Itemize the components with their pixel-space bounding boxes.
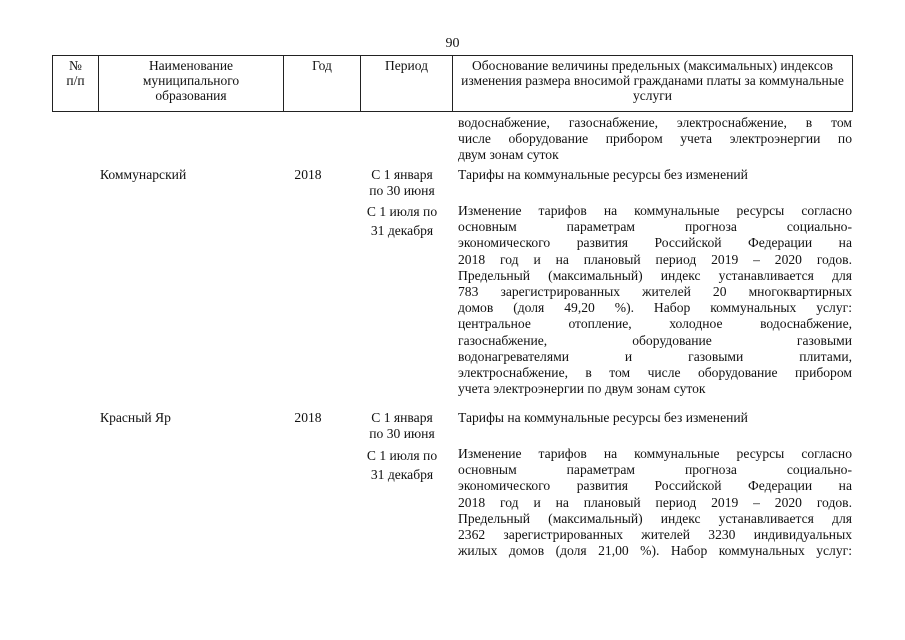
text-line: 2018 год и на плановый период 2019 – 2020 годов. <box>458 251 852 267</box>
header-basis: Обоснование величины предельных (максимальных) индексов изменения размера вносимой гражданами платы за коммунальные услуги <box>453 56 853 112</box>
header-municipality: Наименование муниципального образования <box>99 56 284 112</box>
row-period-first-half: С 1 января по 30 июня <box>369 167 435 199</box>
row-municipality-name: Красный Яр <box>100 410 171 425</box>
text-line: основным параметрам прогноза социально- <box>458 219 852 235</box>
page-number: 90 <box>445 36 460 51</box>
text-line: Изменение тарифов на коммунальные ресурсы согласно <box>458 446 852 461</box>
text-line: экономического развития Российской Федерации на <box>458 478 852 494</box>
row-basis-no-change: Тарифы на коммунальные ресурсы без изменений <box>458 410 748 425</box>
text-line: 783 зарегистрированных жителей 20 многоквартирных <box>458 284 852 300</box>
row-basis-details <box>458 203 852 397</box>
table-header <box>52 55 853 112</box>
text-line: Предельный (максимальный) индекс устанавливается для <box>458 510 852 526</box>
text-line: учета электроэнергии по двум зонам суток <box>458 381 706 397</box>
text-line: газоснабжение, оборудование газовыми <box>458 332 852 348</box>
text-line: основным параметрам прогноза социально- <box>458 462 852 478</box>
text-line: числе оборудование прибором учета электроэнергии по <box>458 131 852 147</box>
row-year: 2018 <box>294 167 322 182</box>
text-line: жилых домов (доля 21,00 %). Набор коммунальных услуг: <box>458 543 852 559</box>
text-line: Предельный (максимальный) индекс устанавливается для <box>458 267 852 283</box>
continuation-text <box>458 115 852 164</box>
header-period: Период <box>361 56 453 112</box>
text-line: центральное отопление, холодное водоснабжение, <box>458 316 852 332</box>
header-year: Год <box>284 56 361 112</box>
text-line: экономического развития Российской Федерации на <box>458 235 852 251</box>
text-line: двум зонам суток <box>458 147 559 163</box>
text-line: домов (доля 49,20 %). Набор коммунальных услуг: <box>458 300 852 316</box>
header-number: № п/п <box>53 56 99 112</box>
row-period-second-half: С 1 июля по 31 декабря <box>366 448 438 482</box>
text-line: электроснабжение, в том числе оборудование прибором <box>458 365 852 381</box>
row-period-second-half: С 1 июля по 31 декабря <box>366 204 438 238</box>
text-line: Изменение тарифов на коммунальные ресурсы согласно <box>458 203 852 218</box>
text-line: водоснабжение, газоснабжение, электроснабжение, в том <box>458 115 852 130</box>
row-period-first-half: С 1 января по 30 июня <box>369 410 435 442</box>
row-year: 2018 <box>294 410 322 425</box>
text-line: 2018 год и на плановый период 2019 – 2020 годов. <box>458 494 852 510</box>
text-line: водонагревателями и газовыми плитами, <box>458 348 852 364</box>
row-basis-no-change: Тарифы на коммунальные ресурсы без изменений <box>458 167 748 182</box>
row-basis-details <box>458 446 852 559</box>
text-line: 2362 зарегистрированных жителей 3230 индивидуальных <box>458 527 852 543</box>
row-municipality-name: Коммунарский <box>100 167 187 182</box>
